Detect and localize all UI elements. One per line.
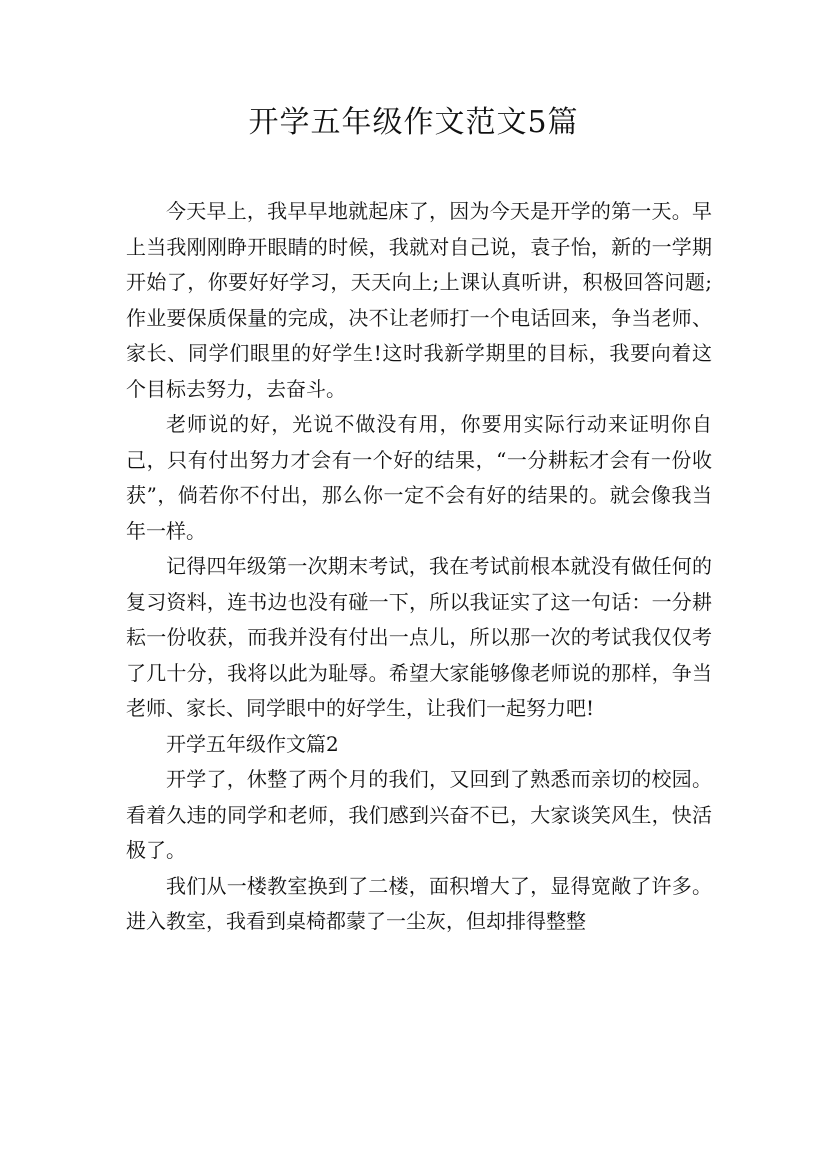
paragraph-1: 今天早上，我早早地就起床了，因为今天是开学的第一天。早上当我刚刚睁开眼睛的时候，我就对自己说，袁子怡，新的一学期开始了，你要好好学习，天天向上;上课认真听讲，积极回答问题;作业要保质保量的完成，决不让老师打一个电话回来，争当老师、家长、同学们眼里的好学生!这时我新学期里的目标，我要向着这个目标去努力，去奋斗。 [126,199,712,401]
section-heading: 开学五年级作文篇2 [166,731,339,756]
paragraph-2: 老师说的好，光说不做没有用，你要用实际行动来证明你自己，只有付出努力才会有一个好的结果，“一分耕耘才会有一份收获”，倘若你不付出，那么你一定不会有好的结果的。就会像我当年一样。 [126,412,712,543]
paragraph-4: 开学了，休整了两个月的我们，又回到了熟悉而亲切的校园。看着久违的同学和老师，我们感到兴奋不已，大家谈笑风生，快活极了。 [126,767,712,862]
document-title: 开学五年级作文范文5篇 [248,105,579,140]
document-body [126,194,712,940]
paragraph-5: 我们从一楼教室换到了二楼，面积增大了，显得宽敞了许多。进入教室，我看到桌椅都蒙了一尘灰，但却排得整整 [126,873,712,933]
paragraph-3: 记得四年级第一次期末考试，我在考试前根本就没有做任何的复习资料，连书边也没有碰一下，所以我证实了这一句话：一分耕耘一份收获，而我并没有付出一点儿，所以那一次的考试我仅仅考了几十分，我将以此为耻辱。希望大家能够像老师说的那样，争当老师、家长、同学眼中的好学生，让我们一起努力吧! [126,554,712,720]
